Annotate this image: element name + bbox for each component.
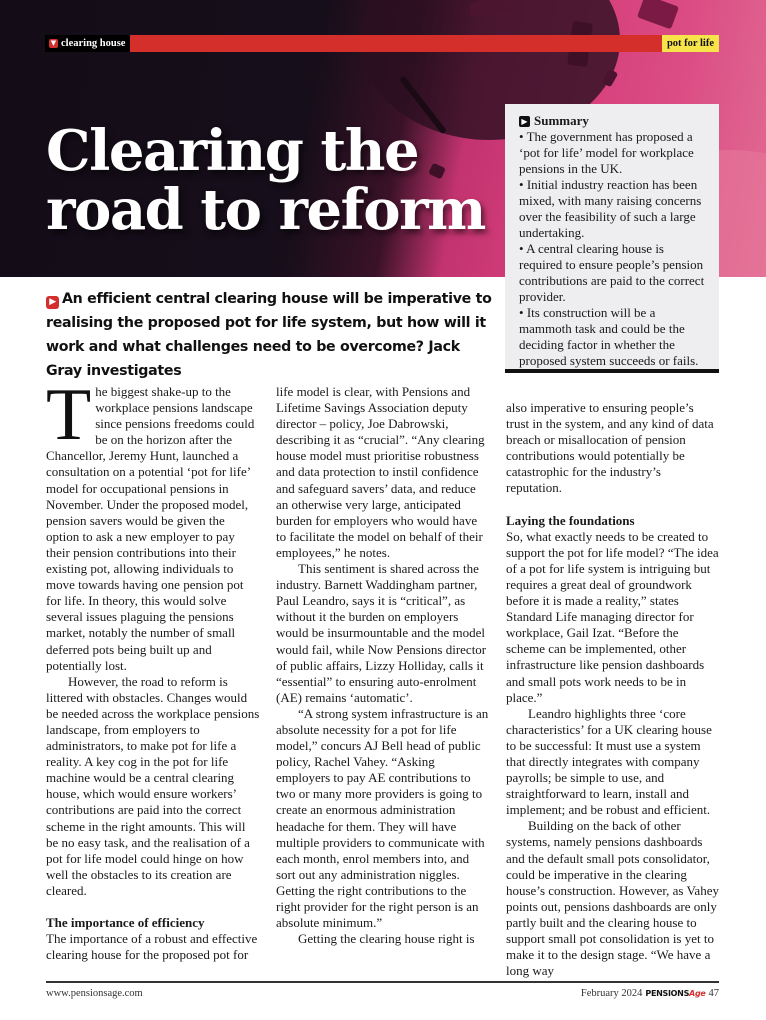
- summary-heading-text: Summary: [534, 113, 589, 128]
- body-paragraph: So, what exactly needs to be created to support the pot for life model? “The idea of a pot for life system is intriguing but requires a great deal of groundwork before it is made a reality,” states Standard Life managing director for workplace, Gail Izat. “Before the scheme can be implemented, other infrastructure like pension dashboards and small pots work needs to be in place.”: [506, 528, 719, 705]
- summary-item: • The government has proposed a ‘pot for life’ model for workplace pensions in the UK.: [519, 129, 709, 177]
- debris-shape: [637, 0, 679, 29]
- summary-item: • Initial industry reaction has been mixed, with many raising concerns over the feasibility of such a large undertaking.: [519, 177, 709, 241]
- body-paragraph: Leandro highlights three ‘core characteristics’ for a UK clearing house to be successful: It must use a system that directly integrates with company payrolls; be simple to use, and straightforward to learn, install and implement; and be robust and efficient.: [506, 705, 712, 818]
- body-paragraph: The biggest shake-up to the workplace pensions landscape since pensions freedoms could be on the horizon after the Chancellor, Jeremy Hunt, launched a consultation on a potential ‘pot for life’ model for occupational pensions in November. Under the proposed model, pension savers would be given the option to ask a new employer to pay their pension contributions into their existing pot, allowing individuals to move towards having one pension pot for life. In theory, this would solve several issues plaguing the pensions market, notably the number of small deferred pots being built up and potentially lost.: [46, 374, 255, 673]
- body-column-3: [506, 400, 720, 979]
- section-color-bar: [130, 35, 708, 52]
- footer-website: www.pensionsage.com: [46, 988, 143, 999]
- summary-item: • A central clearing house is required to ensure people’s pension contributions are paid to the correct provider.: [519, 241, 709, 305]
- topic-tag: pot for life: [662, 35, 719, 52]
- section-label: [45, 35, 130, 52]
- footer-issue-info: [581, 988, 719, 999]
- body-paragraph: Building on the back of other systems, namely pensions dashboards and the default small pots consolidator, could be imperative in the clearing house’s construction. However, as Vahey points out, pensions dashboards are only partly built and the clearing house to support small pot consolidation is yet to make it to the design stage. “We have a long way: [506, 818, 719, 979]
- body-paragraph: Getting the clearing house right is: [298, 931, 475, 947]
- issue-date: February 2024: [580, 988, 643, 999]
- page-number: 47: [708, 988, 719, 999]
- body-column-2: [276, 384, 490, 947]
- body-paragraph: This sentiment is shared across the industry. Barnett Waddingham partner, Paul Leandro, says it is “critical”, as without it the burden on employers would be insurmountable and the model would fail, while Now Pensions director of public affairs, Lizzy Holliday, calls it “essential” to ensuring auto-enrolment (AE) remains ‘automatic’.: [276, 561, 487, 705]
- subheading: The importance of efficiency: [46, 915, 205, 930]
- summary-box: [505, 104, 719, 373]
- standfirst: [46, 287, 496, 383]
- summary-item: • Its construction will be a mammoth task and could be the deciding factor in whether the proposed system succeeds or fails.: [519, 305, 709, 369]
- subheading: Laying the foundations: [506, 512, 635, 528]
- body-paragraph: The importance of a robust and effective clearing house for the proposed pot for: [46, 931, 258, 963]
- chevron-right-icon: ▶: [46, 296, 59, 309]
- chevron-down-icon: ▼: [50, 39, 57, 47]
- body-paragraph-continued: life model is clear, with Pensions and Lifetime Savings Association deputy director – policy, Joe Dabrowski, describing it as “crucial”. “Any clearing house model must prioritise robustness and data protection to instil confidence and safeguard savers’ data, and reduce an otherwise very large, anticipated burden for employers who would have to facilitate the model on behalf of their employees,” he notes.: [276, 384, 485, 560]
- body-paragraph-continued: also imperative to ensuring people’s trust in the system, and any kind of data breach or misallocation of pension contributions would potentially be catastrophic for the industry’s reputation.: [506, 400, 714, 496]
- brand-logo: PENSIONSAge: [645, 989, 706, 998]
- body-paragraph: “A strong system infrastructure is an absolute necessity for a pot for life model,” concurs AJ Bell head of public policy, Rachel Vahey. “Asking employers to pay AE contributions to two or many more providers is going to create an enormous administration headache for them. They will have multiple providers to communicate with each month, enrol members into, and sort out any administration niggles. Getting the right contributions to the right provider for the right person is an absolute minimum.”: [276, 705, 489, 931]
- body-column-1: [46, 374, 260, 963]
- standfirst-text: An efficient central clearing house will be imperative to realising the proposed pot for life system, but how will it work and what challenges need to be overcome? Jack Gray investigates: [46, 291, 492, 379]
- footer-divider: [46, 981, 719, 983]
- article-title: Clearing the road to reform: [46, 118, 485, 243]
- section-header-bar: [45, 35, 719, 52]
- body-paragraph: However, the road to reform is littered with obstacles. Changes would be needed across the workplace pensions landscape, from employers to administrators, to make pot for life a reality. A key cog in the pot for life machine would be a central clearing house, which would ensure workers’ contributions are paid into the correct scheme in the right amounts. This will be no easy task, and the realisation of a pot for life model could hinge on how well the obstacles to its creation are cleared.: [46, 673, 260, 898]
- section-label-text: clearing house: [61, 38, 126, 49]
- summary-heading: [519, 113, 709, 129]
- summary-list: [519, 129, 709, 369]
- chevron-right-icon: ▶: [519, 116, 530, 127]
- drop-cap: T: [46, 374, 92, 456]
